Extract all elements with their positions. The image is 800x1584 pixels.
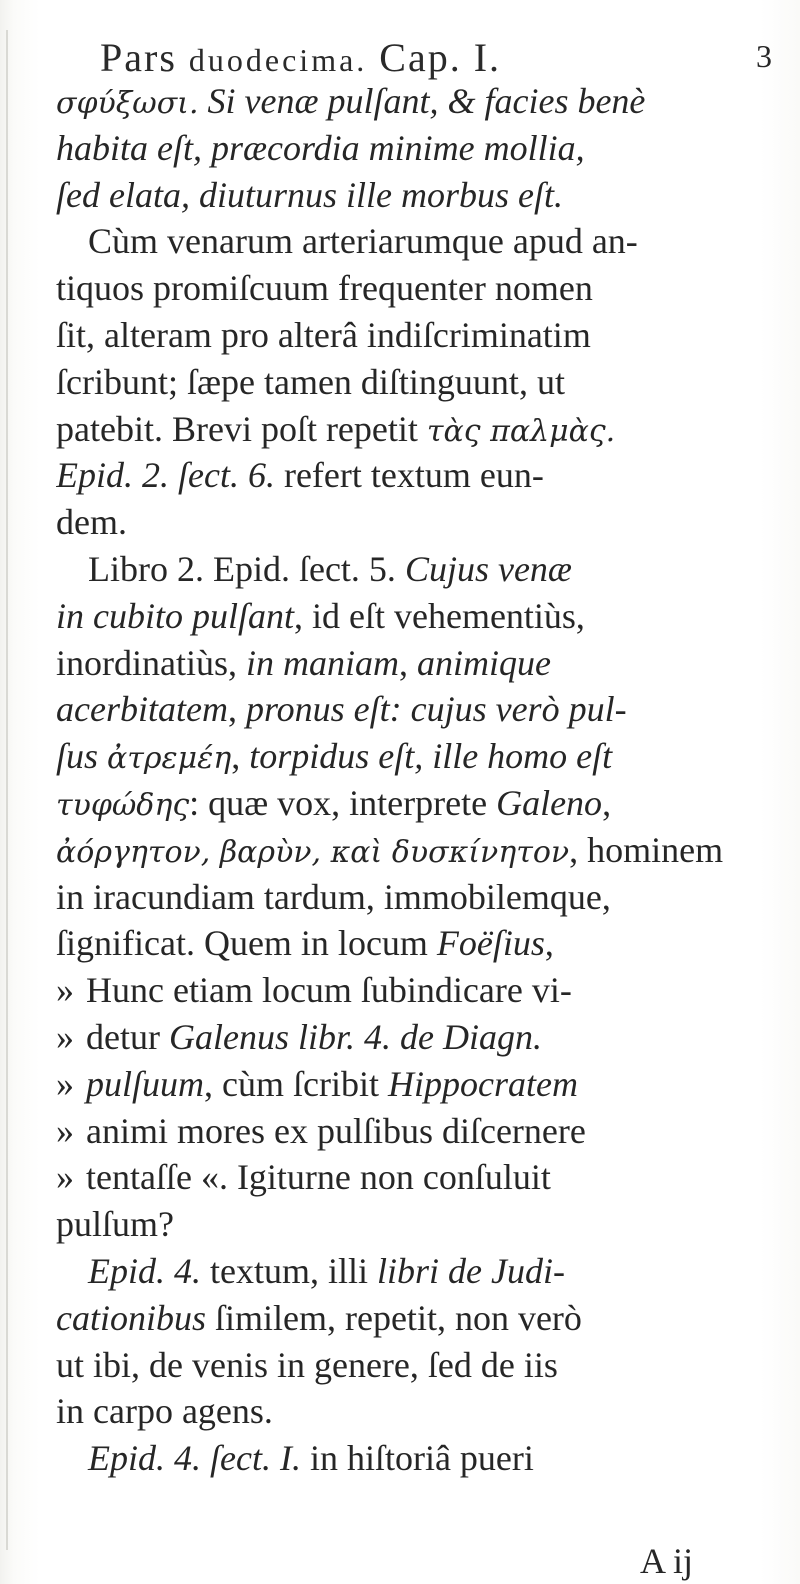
italic-quote: animique: [416, 642, 551, 683]
greek-word: τυφώδης: [56, 787, 190, 823]
text-line: ſcribunt; ſæpe tamen diſtinguunt, ut: [56, 361, 565, 402]
text-segment: ,: [231, 736, 250, 777]
text-line: [56, 1435, 780, 1482]
text-line: [56, 546, 780, 593]
quote-mark: »: [56, 970, 74, 1011]
text-line: pulſum?: [56, 1204, 174, 1245]
text-segment: , hominem: [569, 829, 724, 870]
text-segment: , cùm ſcribit: [204, 1063, 388, 1104]
italic-quote: ſus: [56, 736, 108, 777]
text-line: [56, 78, 780, 125]
citation: Epid. 4. ſect. I.: [88, 1438, 301, 1479]
italic-quote: torpidus eſt, ille homo eſt: [249, 736, 613, 777]
text-segment: animi mores ex pulſibus diſcernere: [86, 1110, 586, 1151]
italic-quote: in maniam: [245, 642, 399, 683]
text-line: ſed elata, diuturnus ille morbus eſt.: [56, 174, 563, 215]
text-segment: tentaſſe «. Igiturne non conſuluit: [86, 1157, 551, 1198]
text-segment: detur: [86, 1016, 169, 1057]
text-segment: ,: [544, 923, 554, 964]
quote-mark: »: [56, 1157, 74, 1198]
italic-quote: pulſuum: [86, 1063, 205, 1104]
text-line: in iracundiam tardum, immobilemque,: [56, 876, 611, 917]
text-segment: Hunc etiam locum ſubindicare vi-: [86, 970, 572, 1011]
text-segment: ,: [602, 782, 612, 823]
author-name: Hippocratem: [387, 1063, 578, 1104]
text-line: [56, 827, 780, 874]
quote-mark: »: [56, 1016, 74, 1057]
text-line: [56, 1295, 780, 1342]
text-line: in carpo agens.: [56, 1391, 273, 1432]
citation: Epid. 2. ſect. 6.: [56, 455, 275, 496]
text-line: [56, 967, 780, 1014]
italic-quote: acerbitatem: [56, 689, 228, 730]
text-line: ut ibi, de venis in genere, ſed de iis: [56, 1344, 558, 1385]
text-line: [56, 640, 780, 687]
text-line: dem.: [56, 502, 127, 543]
gutter-shadow: [6, 30, 8, 1550]
text-line: [56, 780, 780, 827]
text-line: [56, 686, 780, 733]
running-head-pars: Pars: [100, 35, 177, 80]
text-line: [56, 1248, 780, 1295]
author-name: Galeno: [496, 782, 603, 823]
text-segment: in hiſtoriâ pueri: [300, 1438, 534, 1479]
greek-word: ἀτρεμέη: [107, 741, 232, 777]
text-line: tiquos promiſcuum frequenter nomen: [56, 268, 593, 309]
running-head-cap: Cap. I.: [379, 35, 502, 80]
text-line: [56, 1108, 780, 1155]
greek-word: τὰς παλμὰς.: [426, 413, 616, 449]
text-segment: , id eſt vehementiùs,: [294, 595, 585, 636]
text-line: ſit, alteram pro alterâ indiſcriminatim: [56, 314, 591, 355]
quote-mark: »: [56, 1063, 74, 1104]
text-line: [56, 733, 780, 780]
quote-mark: »: [56, 1110, 74, 1151]
text-line: [56, 1154, 780, 1201]
italic-title: cationibus: [56, 1297, 206, 1338]
italic-quote: Si venæ pulſant, & facies benè: [198, 81, 646, 121]
text-segment: inordinatiùs,: [56, 642, 246, 683]
text-segment: ſimilem, repetit, non verò: [206, 1297, 582, 1338]
text-segment: ſignificat. Quem in locum: [56, 923, 437, 964]
italic-quote: Cujus venæ: [404, 548, 572, 589]
text-line: [56, 406, 780, 453]
author-name: Foëſius: [436, 923, 545, 964]
text-segment: refert textum eun-: [274, 455, 544, 496]
text-segment: patebit. Brevi poſt repetit: [56, 408, 427, 449]
text-line: [56, 452, 780, 499]
greek-phrase: ἀόργητον, βαρὺν, καὶ δυσκίνητον: [56, 834, 570, 870]
citation: Galenus libr. 4. de Diagn.: [168, 1016, 542, 1057]
text-line: habita eſt, præcordia minime mollia,: [56, 127, 585, 168]
text-segment: Libro 2. Epid. ſect. 5.: [88, 548, 405, 589]
signature-mark: A ij: [640, 1541, 694, 1581]
text-line: [56, 1061, 780, 1108]
italic-quote: pronus eſt: cujus verò pul-: [245, 689, 627, 730]
italic-title: libri de Judi-: [377, 1250, 565, 1291]
text-line: Cùm venarum arteriarumque apud an-: [88, 221, 638, 262]
citation: Epid. 4.: [88, 1250, 201, 1291]
page-number: 3: [756, 38, 772, 74]
greek-word: σφύξωσι.: [56, 86, 199, 121]
text-segment: ,: [398, 642, 417, 683]
text-segment: : quæ vox, interprete: [189, 782, 497, 823]
body-text: [56, 78, 780, 1482]
text-line: [56, 1014, 780, 1061]
italic-quote: in cubito pulſant: [56, 595, 294, 636]
text-line: [56, 593, 780, 640]
running-head-duodecima: duodecima.: [188, 42, 368, 78]
text-line: [56, 920, 780, 967]
text-segment: textum, illi: [201, 1250, 377, 1291]
text-segment: ,: [227, 689, 246, 730]
